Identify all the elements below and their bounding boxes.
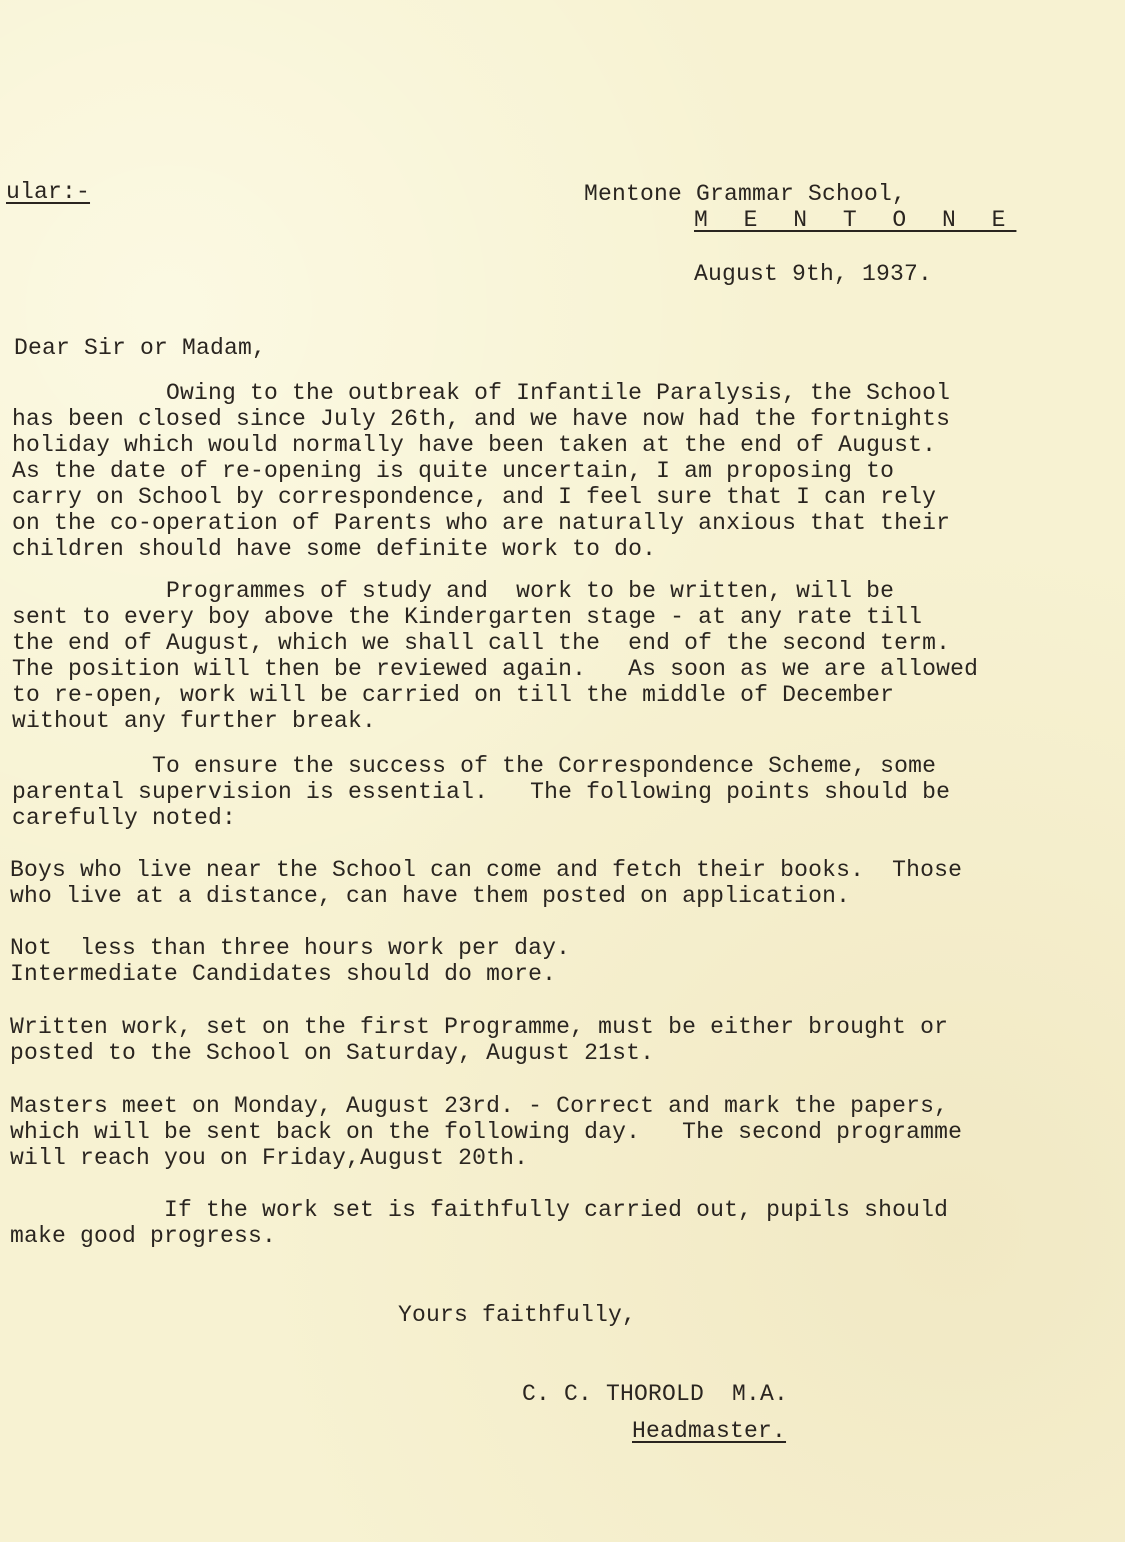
paragraph-line: on the co-operation of Parents who are naturally anxious that their	[12, 510, 951, 536]
paragraph-line: posted to the School on Saturday, August 21st.	[10, 1040, 655, 1066]
point-masters-meet	[10, 1093, 962, 1171]
paragraph-line: Written work, set on the first Programme, must be either brought or	[10, 1014, 949, 1040]
paragraph-progress	[10, 1197, 948, 1249]
paragraph-line: The position will then be reviewed again. As soon as we are allowed	[12, 656, 979, 682]
paragraph-line: As the date of re-opening is quite uncertain, I am proposing to	[12, 458, 895, 484]
letter-date: August 9th, 1937.	[694, 261, 933, 287]
paragraph-line: Not less than three hours work per day.	[10, 935, 571, 961]
paragraph-programmes	[12, 578, 978, 734]
paragraph-line: carefully noted:	[12, 805, 237, 831]
paragraph-line: to re-open, work will be carried on till the middle of December	[12, 682, 895, 708]
point-written-work	[10, 1014, 948, 1066]
paragraph-line: has been closed since July 26th, and we have now had the fortnights	[12, 406, 951, 432]
paragraph-line: Intermediate Candidates should do more.	[10, 961, 557, 987]
salutation: Dear Sir or Madam,	[14, 335, 267, 361]
paragraph-line: Boys who live near the School can come and fetch their books. Those	[10, 857, 963, 883]
paragraph-line: holiday which would normally have been taken at the end of August.	[12, 432, 937, 458]
paragraph-line: sent to every boy above the Kindergarten stage - at any rate till	[12, 604, 923, 630]
school-name: Mentone Grammar School,	[584, 181, 907, 207]
corner-label: ular:-	[6, 179, 91, 205]
paragraph-line: If the work set is faithfully carried out, pupils should	[10, 1197, 949, 1223]
paragraph-line: Programmes of study and work to be written, will be	[12, 578, 895, 604]
paragraph-line: To ensure the success of the Correspondence Scheme, some	[12, 753, 937, 779]
paragraph-line: parental supervision is essential. The following points should be	[12, 779, 951, 805]
paragraph-line: Masters meet on Monday, August 23rd. - Correct and mark the papers,	[10, 1093, 949, 1119]
paragraph-line: will reach you on Friday,August 20th.	[10, 1145, 529, 1171]
paragraph-line: who live at a distance, can have them posted on application.	[10, 883, 851, 909]
signature-name: C. C. THOROLD M.A.	[522, 1381, 789, 1407]
paragraph-line: without any further break.	[12, 708, 377, 734]
closing: Yours faithfully,	[398, 1302, 637, 1328]
paragraph-line: which will be sent back on the following day. The second programme	[10, 1119, 963, 1145]
paragraph-outbreak	[12, 380, 950, 562]
point-hours-work	[10, 935, 570, 987]
paragraph-line: children should have some definite work to do.	[12, 536, 657, 562]
paragraph-correspondence-scheme	[12, 753, 950, 831]
paragraph-line: make good progress.	[10, 1223, 277, 1249]
signature-title: Headmaster.	[632, 1418, 787, 1444]
town-name: M E N T O N E	[694, 207, 1017, 233]
paragraph-line: carry on School by correspondence, and I feel sure that I can rely	[12, 484, 937, 510]
paragraph-line: Owing to the outbreak of Infantile Paralysis, the School	[12, 380, 951, 406]
point-fetch-books	[10, 857, 962, 909]
paragraph-line: the end of August, which we shall call the end of the second term.	[12, 630, 951, 656]
